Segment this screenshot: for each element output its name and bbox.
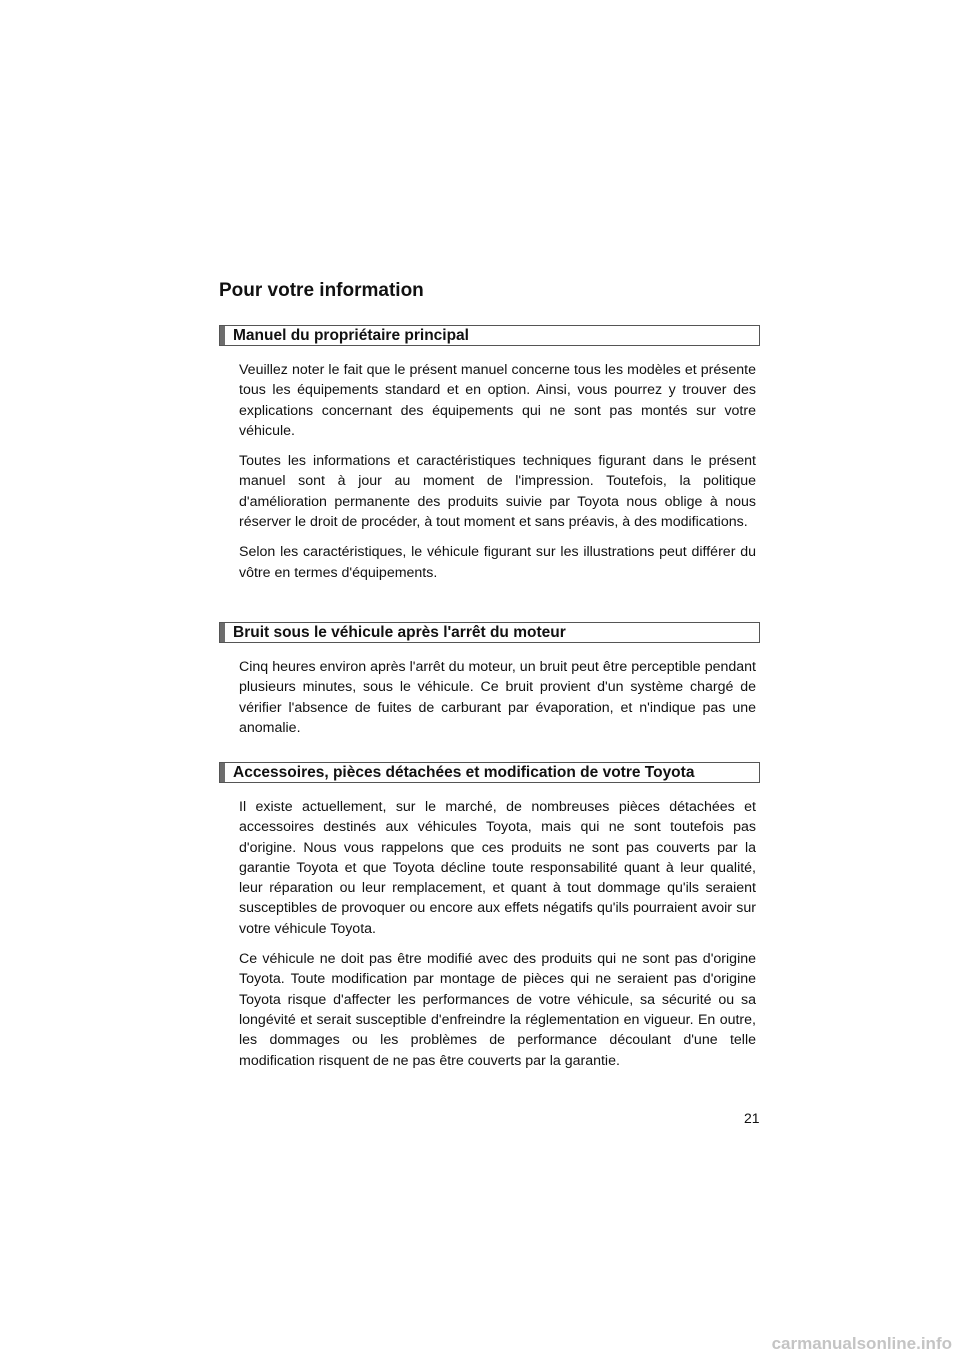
section-heading: Accessoires, pièces détachées et modification de votre Toyota [233, 764, 695, 781]
section-header [219, 622, 760, 643]
section-heading: Manuel du propriétaire principal [233, 327, 469, 344]
section-header-bar [220, 623, 225, 642]
paragraph: Ce véhicule ne doit pas être modifié avec des produits qui ne sont pas d'origine Toyota. Toute modification par montage de pièces qui ne seraient pas d'origine Toyota risque d'affecter les performances de votre véhicule, sa sécurité ou sa longévité et serait susceptible d'enfreindre la réglementation en vigueur. En outre, les dommages ou les problèmes de performance découlant d'une telle modification risquent de ne pas être couverts par la garantie. [239, 951, 756, 1069]
section-header-bar [220, 326, 225, 345]
section-noise-under-vehicle [219, 622, 760, 748]
paragraph: Veuillez noter le fait que le présent manuel concerne tous les modèles et présente tous les équipements standard et en option. Ainsi, vous pourrez y trouver des explications concernant des équipements qui ne sont pas montés sur votre véhicule. [239, 362, 756, 439]
section-heading: Bruit sous le véhicule après l'arrêt du moteur [233, 624, 566, 641]
paragraph: Selon les caractéristiques, le véhicule figurant sur les illustrations peut différer du vôtre en termes d'équipements. [239, 544, 756, 581]
watermark: carmanualsonline.info [771, 1334, 952, 1353]
paragraph: Toutes les informations et caractéristiques techniques figurant dans le présent manuel sont à jour au moment de l'impression. Toutefois, la politique d'amélioration permanente des produits suivie par Toyota nous oblige à nous réserver le droit de procéder, à tout moment et sans préavis, à des modifications. [239, 453, 756, 531]
section-owners-manual [219, 325, 760, 593]
paragraph: Il existe actuellement, sur le marché, de nombreuses pièces détachées et accessoires destinés aux véhicules Toyota, mais qui ne sont toutefois pas d'origine. Nous vous rappelons que ces produits ne sont pas couverts par la garantie Toyota et que Toyota décline toute responsabilité quant à leur qualité, leur réparation ou leur remplacement, et quant à tout dommage qu'ils seraient susceptibles de provoquer ou encore aux effets négatifs qu'ils pourraient avoir sur votre véhicule Toyota. [239, 799, 756, 937]
section-accessories [219, 762, 760, 1081]
section-body [219, 360, 760, 583]
section-body [219, 797, 760, 1071]
section-header [219, 762, 760, 783]
section-header [219, 325, 760, 346]
section-header-bar [220, 763, 225, 782]
page-number: 21 [744, 1110, 760, 1126]
page-title: Pour votre information [219, 280, 424, 301]
section-body [219, 657, 760, 738]
paragraph: Cinq heures environ après l'arrêt du moteur, un bruit peut être perceptible pendant plusieurs minutes, sous le véhicule. Ce bruit provient d'un système chargé de vérifier l'absence de fuites de carburant par évaporation, et n'indique pas une anomalie. [239, 659, 756, 736]
